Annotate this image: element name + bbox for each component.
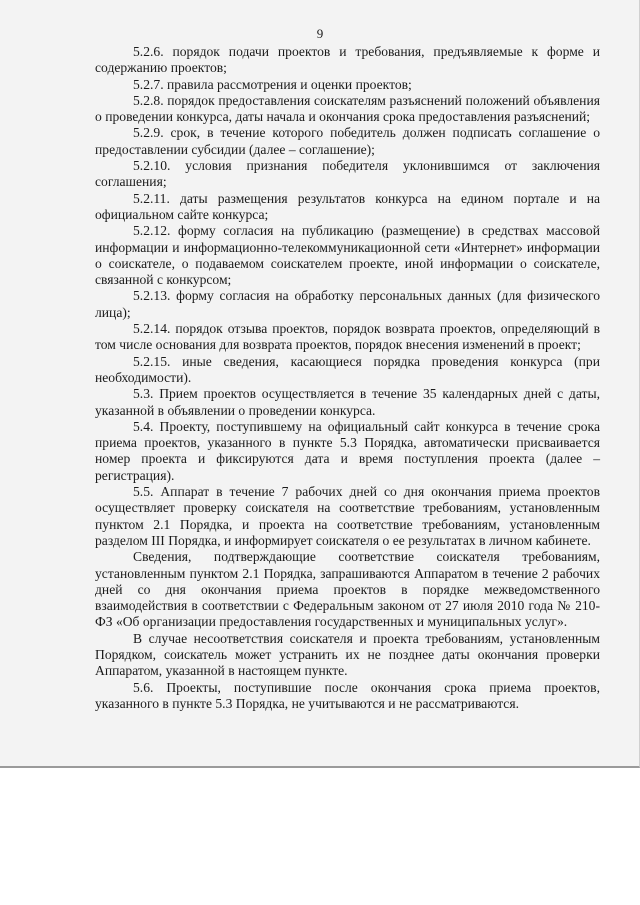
paragraph-5-2-9: 5.2.9. срок, в течение которого победитель должен подписать соглашение о предоставлении субсидии (далее – соглашение);	[95, 125, 600, 157]
paragraph-5-5-noncompliance: В случае несоответствия соискателя и проекта требованиям, установленным Порядком, соискатель может устранить их не позднее даты окончания проверки Аппаратом, указанной в настоящем пункте.	[95, 630, 600, 679]
paragraph-5-4: 5.4. Проекту, поступившему на официальный сайт конкурса в течение срока приема проектов, указанного в пункте 5.3 Порядка, автоматически присваивается номер проекта и фиксируются дата и время поступления проекта (далее – регистрация).	[95, 418, 600, 483]
paragraph-5-2-14: 5.2.14. порядок отзыва проектов, порядок возврата проектов, определяющий в том числе основания для возврата проектов, порядок внесения изменений в проект;	[95, 321, 600, 353]
paragraph-5-2-12: 5.2.12. форму согласия на публикацию (размещение) в средствах массовой информации и информационно-телекоммуникационной сети «Интернет» информации о соискателе, о подаваемом соискателем проекте, иной информации о соискателе, связанной с конкурсом;	[95, 223, 600, 288]
paragraph-5-2-13: 5.2.13. форму согласия на обработку персональных данных (для физического лица);	[95, 288, 600, 320]
paragraph-5-2-6: 5.2.6. порядок подачи проектов и требования, предъявляемые к форме и содержанию проектов;	[95, 44, 600, 76]
paragraph-5-5: 5.5. Аппарат в течение 7 рабочих дней со дня окончания приема проектов осуществляет проверку соискателя на соответствие требованиям, установленным пунктом 2.1 Порядка, и проекта на соответствие требованиям, установленным разделом III Порядка, и информирует соискателя о ее результатах в личном кабинете.	[95, 484, 600, 548]
paragraph-5-2-8: 5.2.8. порядок предоставления соискателям разъяснений положений объявления о проведении конкурса, даты начала и окончания срока предоставления разъяснений;	[95, 92, 600, 125]
page-number: 9	[316, 26, 324, 41]
paragraph-5-3: 5.3. Прием проектов осуществляется в течение 35 календарных дней с даты, указанной в объявлении о проведении конкурса.	[95, 386, 600, 418]
document-body	[95, 44, 600, 712]
paragraph-5-2-11: 5.2.11. даты размещения результатов конкурса на едином портале и на официальном сайте конкурса;	[95, 190, 600, 222]
paragraph-5-5-info: Сведения, подтверждающие соответствие соискателя требованиям, установленным пунктом 2.1 Порядка, запрашиваются Аппаратом в течение 2 рабочих дней со дня окончания приема проектов в порядке межведомственного взаимодействия в соответствии с Федеральным законом от 27 июля 2010 года № 210-ФЗ «Об организации предоставления государственных и муниципальных услуг».	[95, 549, 600, 630]
paragraph-5-2-15: 5.2.15. иные сведения, касающиеся порядка проведения конкурса (при необходимости).	[95, 353, 600, 385]
blank-area	[0, 770, 640, 905]
paragraph-5-2-10: 5.2.10. условия признания победителя уклонившимся от заключения соглашения;	[95, 158, 600, 190]
paragraph-5-2-7: 5.2.7. правила рассмотрения и оценки проектов;	[133, 76, 412, 92]
paragraph-5-6: 5.6. Проекты, поступившие после окончания срока приема проектов, указанного в пункте 5.3 Порядка, не учитываются и не рассматриваются.	[95, 679, 600, 711]
